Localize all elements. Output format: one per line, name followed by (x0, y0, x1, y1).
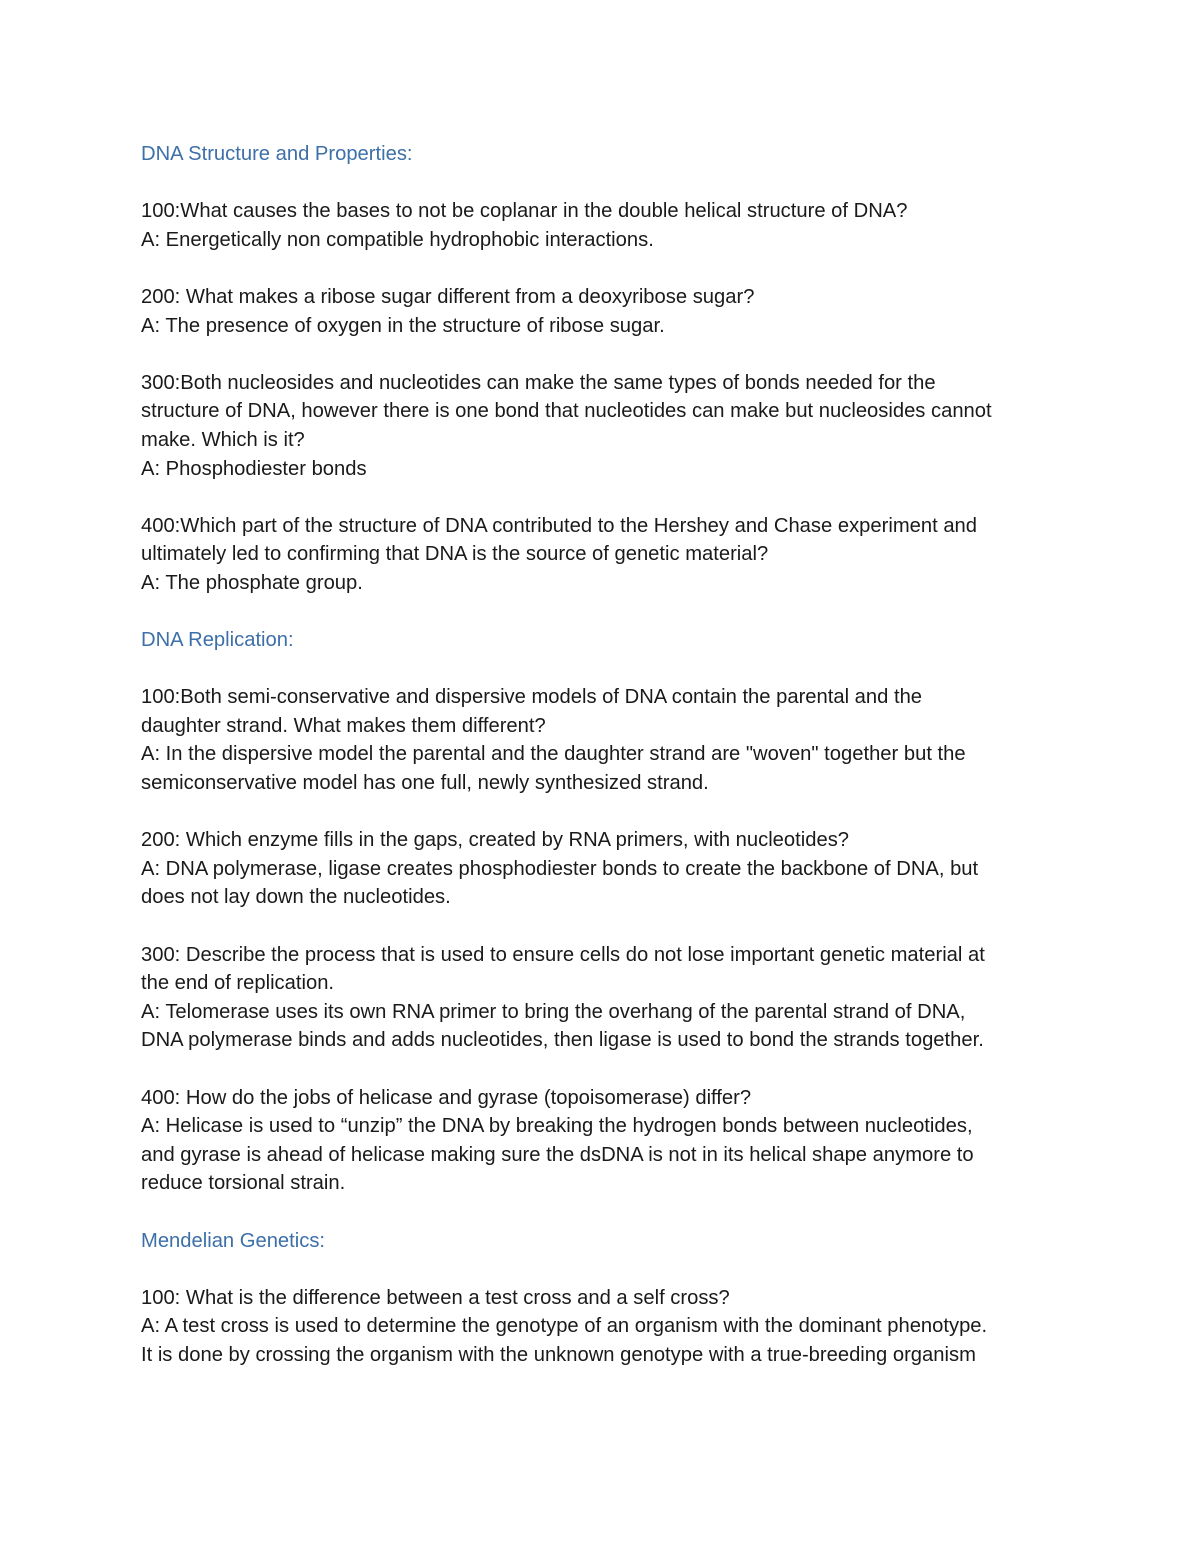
answer-line: A: DNA polymerase, ligase creates phosphodiester bonds to create the backbone of DNA, but (141, 857, 979, 880)
answer-line: does not lay down the nucleotides. (141, 886, 451, 909)
qa-item (141, 283, 1066, 340)
qa-item (141, 512, 1066, 598)
qa-item (141, 941, 1066, 1055)
qa-item (141, 1284, 1066, 1370)
qa-item (141, 826, 1066, 912)
section-heading: DNA Structure and Properties: (141, 143, 413, 165)
question-line: 300: Describe the process that is used to ensure cells do not lose important genetic material at (141, 943, 985, 966)
question-line: 100:Both semi-conservative and dispersive models of DNA contain the parental and the (141, 686, 923, 709)
question-line: structure of DNA, however there is one bond that nucleotides can make but nucleosides cannot (141, 400, 992, 423)
question-line: 200: Which enzyme fills in the gaps, created by RNA primers, with nucleotides? (141, 829, 850, 852)
question-line: ultimately led to confirming that DNA is the source of genetic material? (141, 543, 769, 566)
answer-line: A: The presence of oxygen in the structure of ribose sugar. (141, 314, 665, 337)
answer-line: reduce torsional strain. (141, 1172, 346, 1195)
question-line: 100: What is the difference between a test cross and a self cross? (141, 1286, 730, 1309)
question-line: daughter strand. What makes them different? (141, 714, 546, 737)
question-line: 100:What causes the bases to not be coplanar in the double helical structure of DNA? (141, 200, 908, 223)
answer-line: A: Telomerase uses its own RNA primer to bring the overhang of the parental strand of DNA, (141, 1000, 966, 1023)
section-dna-structure (141, 140, 1066, 626)
qa-item (141, 369, 1066, 483)
section-dna-replication (141, 626, 1066, 1226)
question-line: 400: How do the jobs of helicase and gyrase (topoisomerase) differ? (141, 1086, 752, 1109)
answer-line: A: The phosphate group. (141, 571, 363, 594)
qa-item (141, 1084, 1066, 1198)
answer-line: A: Energetically non compatible hydrophobic interactions. (141, 228, 654, 251)
answer-line: A: Helicase is used to “unzip” the DNA by breaking the hydrogen bonds between nucleotides, (141, 1115, 973, 1138)
answer-line: and gyrase is ahead of helicase making sure the dsDNA is not in its helical shape anymore to (141, 1143, 974, 1166)
question-line: make. Which is it? (141, 428, 305, 451)
qa-item (141, 683, 1066, 797)
answer-line: It is done by crossing the organism with the unknown genotype with a true-breeding organism (141, 1343, 976, 1366)
section-mendelian-genetics (141, 1227, 1066, 1370)
answer-line: A: In the dispersive model the parental and the daughter strand are "woven" together but the (141, 743, 966, 766)
qa-item (141, 197, 1066, 254)
answer-line: A: Phosphodiester bonds (141, 457, 367, 480)
question-line: 200: What makes a ribose sugar different from a deoxyribose sugar? (141, 285, 755, 308)
document-body (141, 140, 1066, 1370)
answer-line: A: A test cross is used to determine the genotype of an organism with the dominant phenotype. (141, 1315, 988, 1338)
section-heading: Mendelian Genetics: (141, 1229, 326, 1252)
question-line: 300:Both nucleosides and nucleotides can make the same types of bonds needed for the (141, 371, 936, 394)
question-line: 400:Which part of the structure of DNA contributed to the Hershey and Chase experiment and (141, 514, 977, 537)
answer-line: semiconservative model has one full, newly synthesized strand. (141, 772, 709, 795)
section-heading: DNA Replication: (141, 629, 294, 652)
question-line: the end of replication. (141, 972, 335, 995)
answer-line: DNA polymerase binds and adds nucleotides, then ligase is used to bond the strands together. (141, 1029, 984, 1052)
